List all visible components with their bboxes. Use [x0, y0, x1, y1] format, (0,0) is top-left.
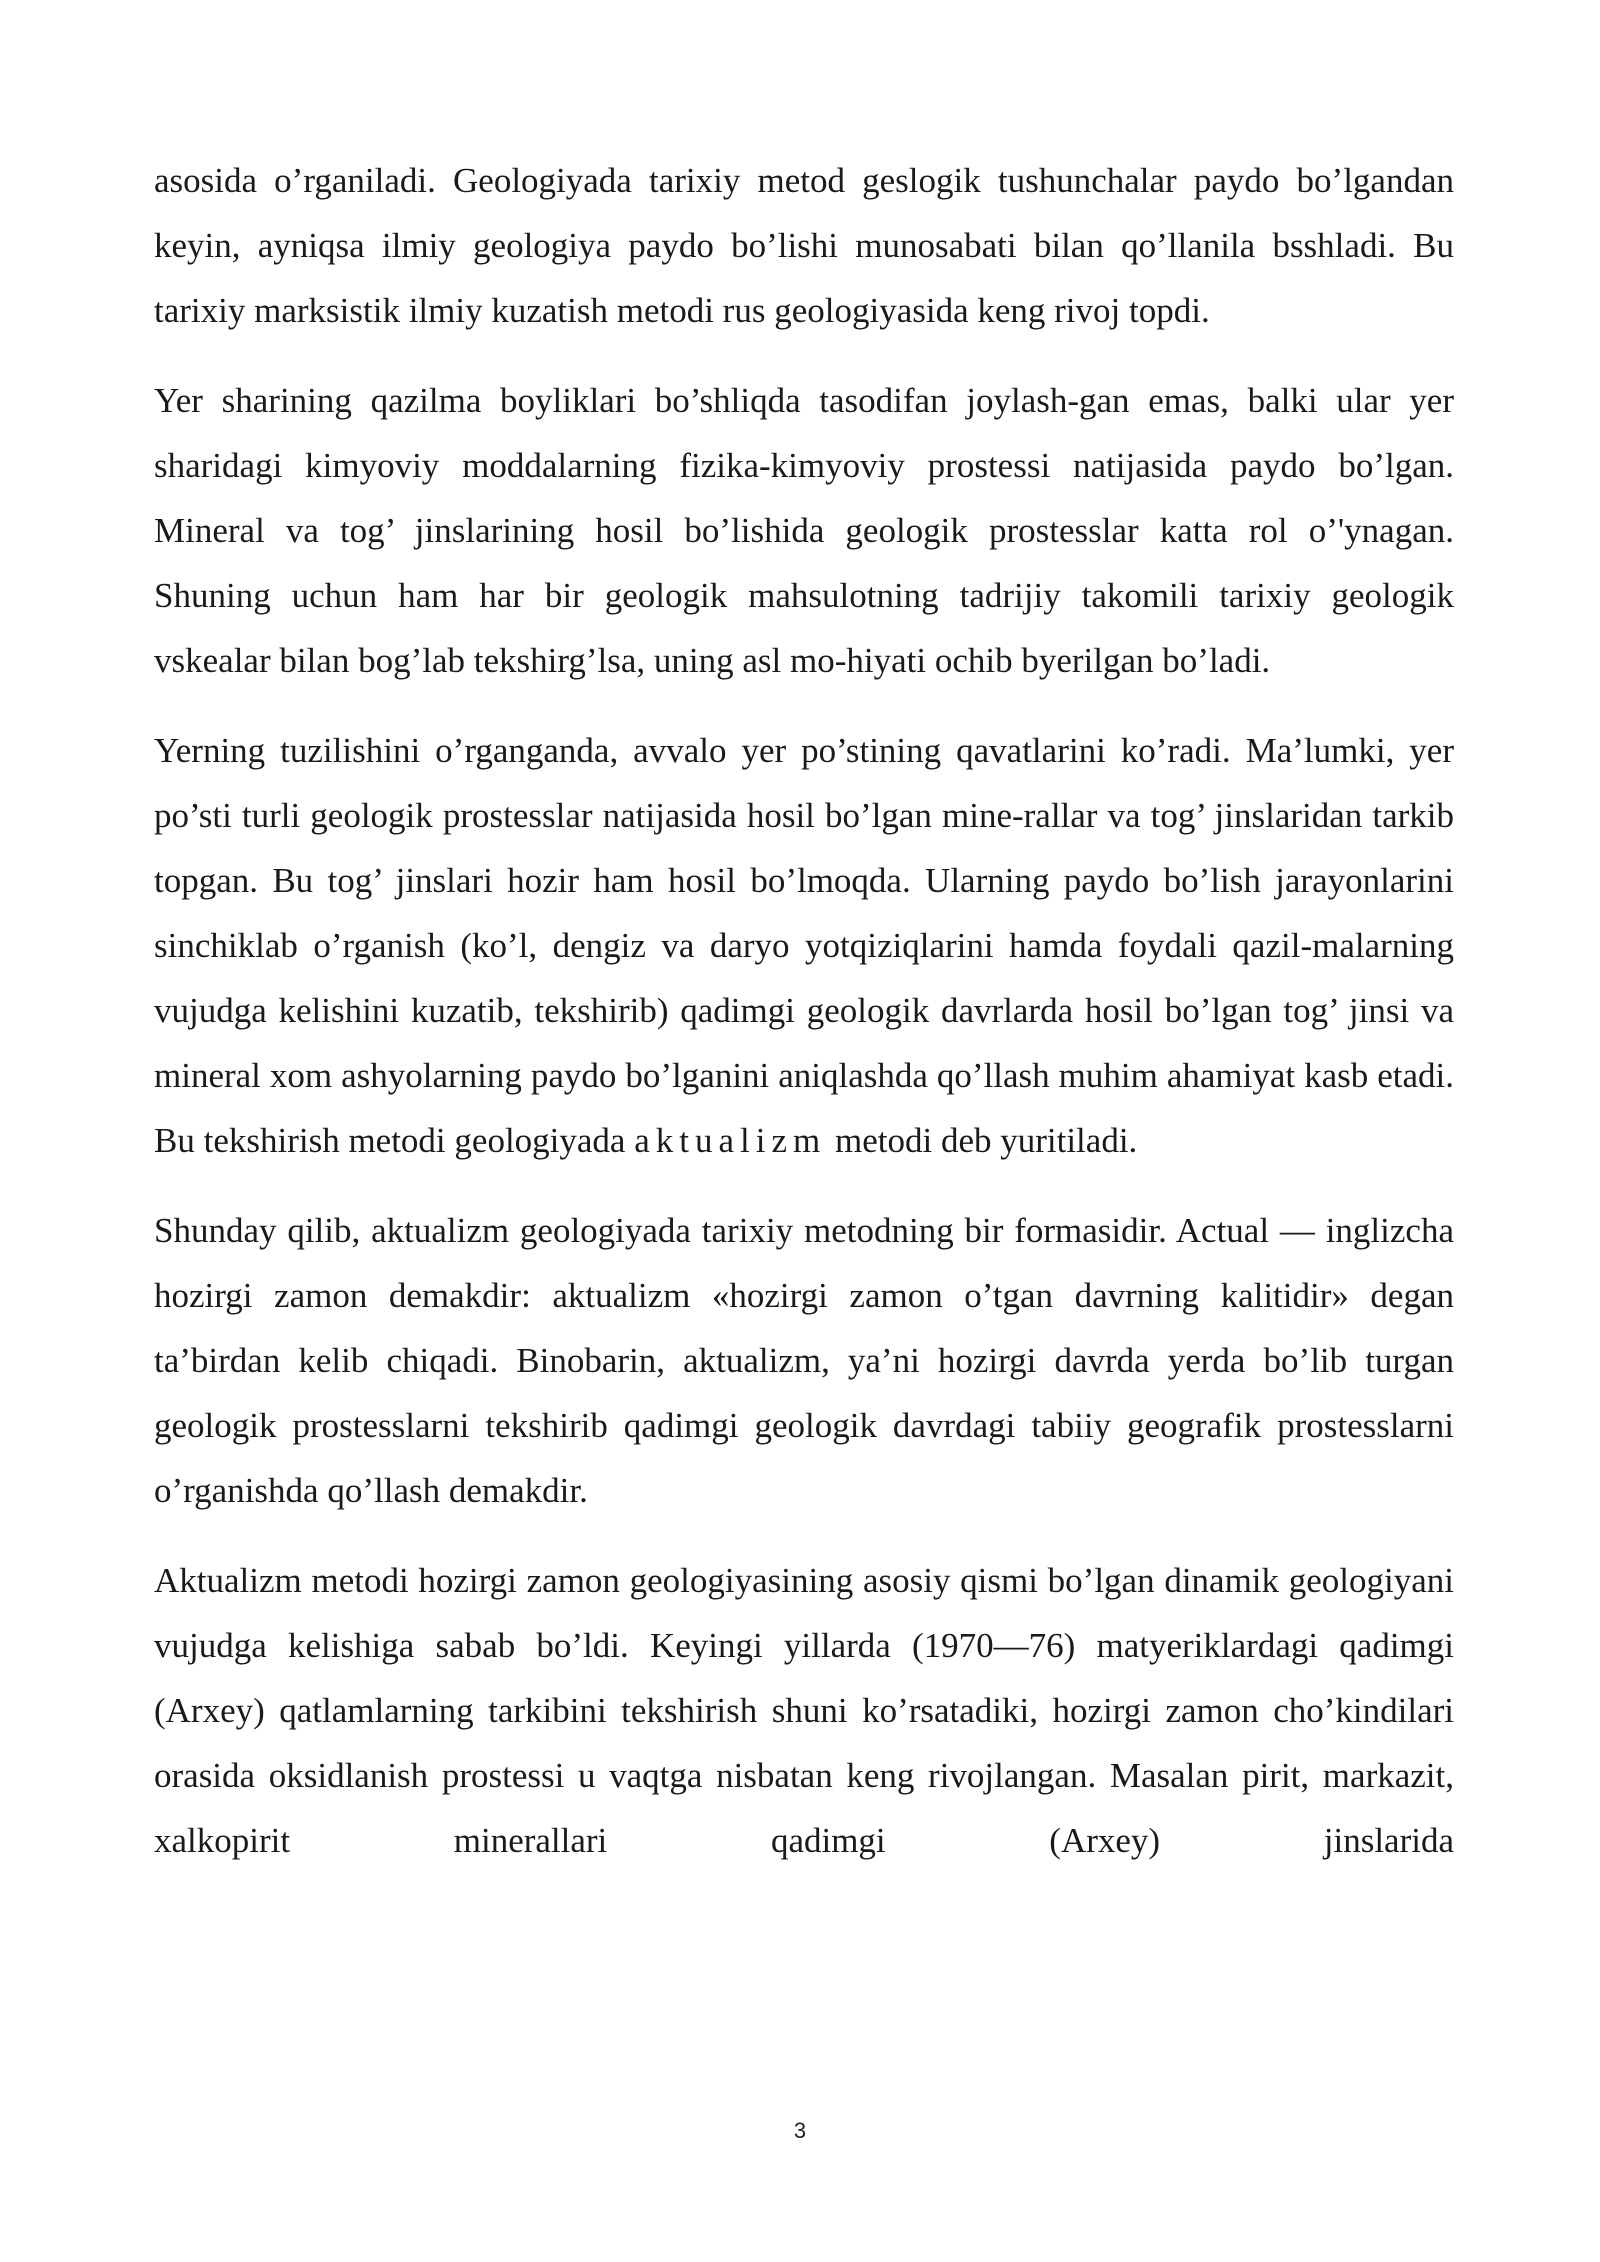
paragraph-text: Aktualizm metodi hozirgi zamon geologiyasining asosiy qismi bo’lgan dinamik geologiyani vujudga kelishiga sabab bo’ldi. Keyingi yillarda (1970—76) matyeriklardagi qadimgi (Arxey) qatlamlarning tarkibini tekshirish shuni ko’rsatadiki, hozirgi zamon cho’kindilari orasida oksidlanish prostessi u vaqtga nisbatan keng rivojlangan. Masalan pirit, markazit, xalkopirit minerallari qadimgi (Arxey) jinslarida: [154, 1561, 1454, 1860]
paragraph-tail: metodi deb yuritiladi.: [826, 1121, 1138, 1160]
paragraph-text: Yer sharining qazilma boyliklari bo’shliqda tasodifan joylash-gan emas, balki ular yer sharidagi kimyoviy moddalarning fizika-kimyoviy prostessi natijasida paydo bo’lgan. Mineral va tog’ jinslarining hosil bo’lishida geologik prostesslar katta rol o’'ynagan. Shuning uchun ham har bir geologik mahsulotning tadrijiy takomili tarixiy geologik vskealar bilan bog’lab tekshirg’lsa, uning asl mo-hiyati ochib byerilgan bo’ladi.: [154, 381, 1454, 680]
aktualizm-term: aktualizm: [634, 1121, 827, 1160]
paragraph-5: [154, 1548, 1454, 1873]
page-body: [154, 148, 1454, 1898]
paragraph-text: Shunday qilib, aktualizm geologiyada tarixiy metodning bir formasidir. Actual — inglizcha hozirgi zamon demakdir: aktualizm «hozirgi zamon o’tgan davrning kalitidir» degan ta’birdan kelib chiqadi. Binobarin, aktualizm, ya’ni hozirgi davrda yerda bo’lib turgan geologik prostesslarni tekshirib qadimgi geologik davrdagi tabiiy geografik prostesslarni o’rganishda qo’llash demakdir.: [154, 1211, 1454, 1510]
paragraph-4: [154, 1198, 1454, 1523]
paragraph-text: asosida o’rganiladi. Geologiyada tarixiy metod geslogik tushunchalar paydo bo’lgandan keyin, ayniqsa ilmiy geologiya paydo bo’lishi munosabati bilan qo’llanila bsshladi. Bu tarixiy marksistik ilmiy kuzatish metodi rus geologiyasida keng rivoj topdi.: [154, 161, 1454, 330]
paragraph-text: Yerning tuzilishini o’rganganda, avvalo yer po’stining qavatlarini ko’radi. Ma’lumki, yer po’sti turli geologik prostesslar natijasida hosil bo’lgan mine-rallar va tog’ jinslaridan tarkib topgan. Bu tog’ jinslari hozir ham hosil bo’lmoqda. Ularning paydo bo’lish jarayonlarini sinchiklab o’rganish (ko’l, dengiz va daryo yotqiziqlarini hamda foydali qazil-malarning vujudga kelishini kuzatib, tekshirib) qadimgi geologik davrlarda hosil bo’lgan tog’ jinsi va mineral xom ashyolarning paydo bo’lganini aniqlashda qo’llash muhim ahamiyat kasb etadi. Bu tekshirish metodi geologiyada: [154, 731, 1454, 1160]
paragraph-2: [154, 368, 1454, 693]
paragraph-3: [154, 718, 1454, 1173]
page-number: 3: [793, 2118, 807, 2143]
paragraph-1: [154, 148, 1454, 343]
